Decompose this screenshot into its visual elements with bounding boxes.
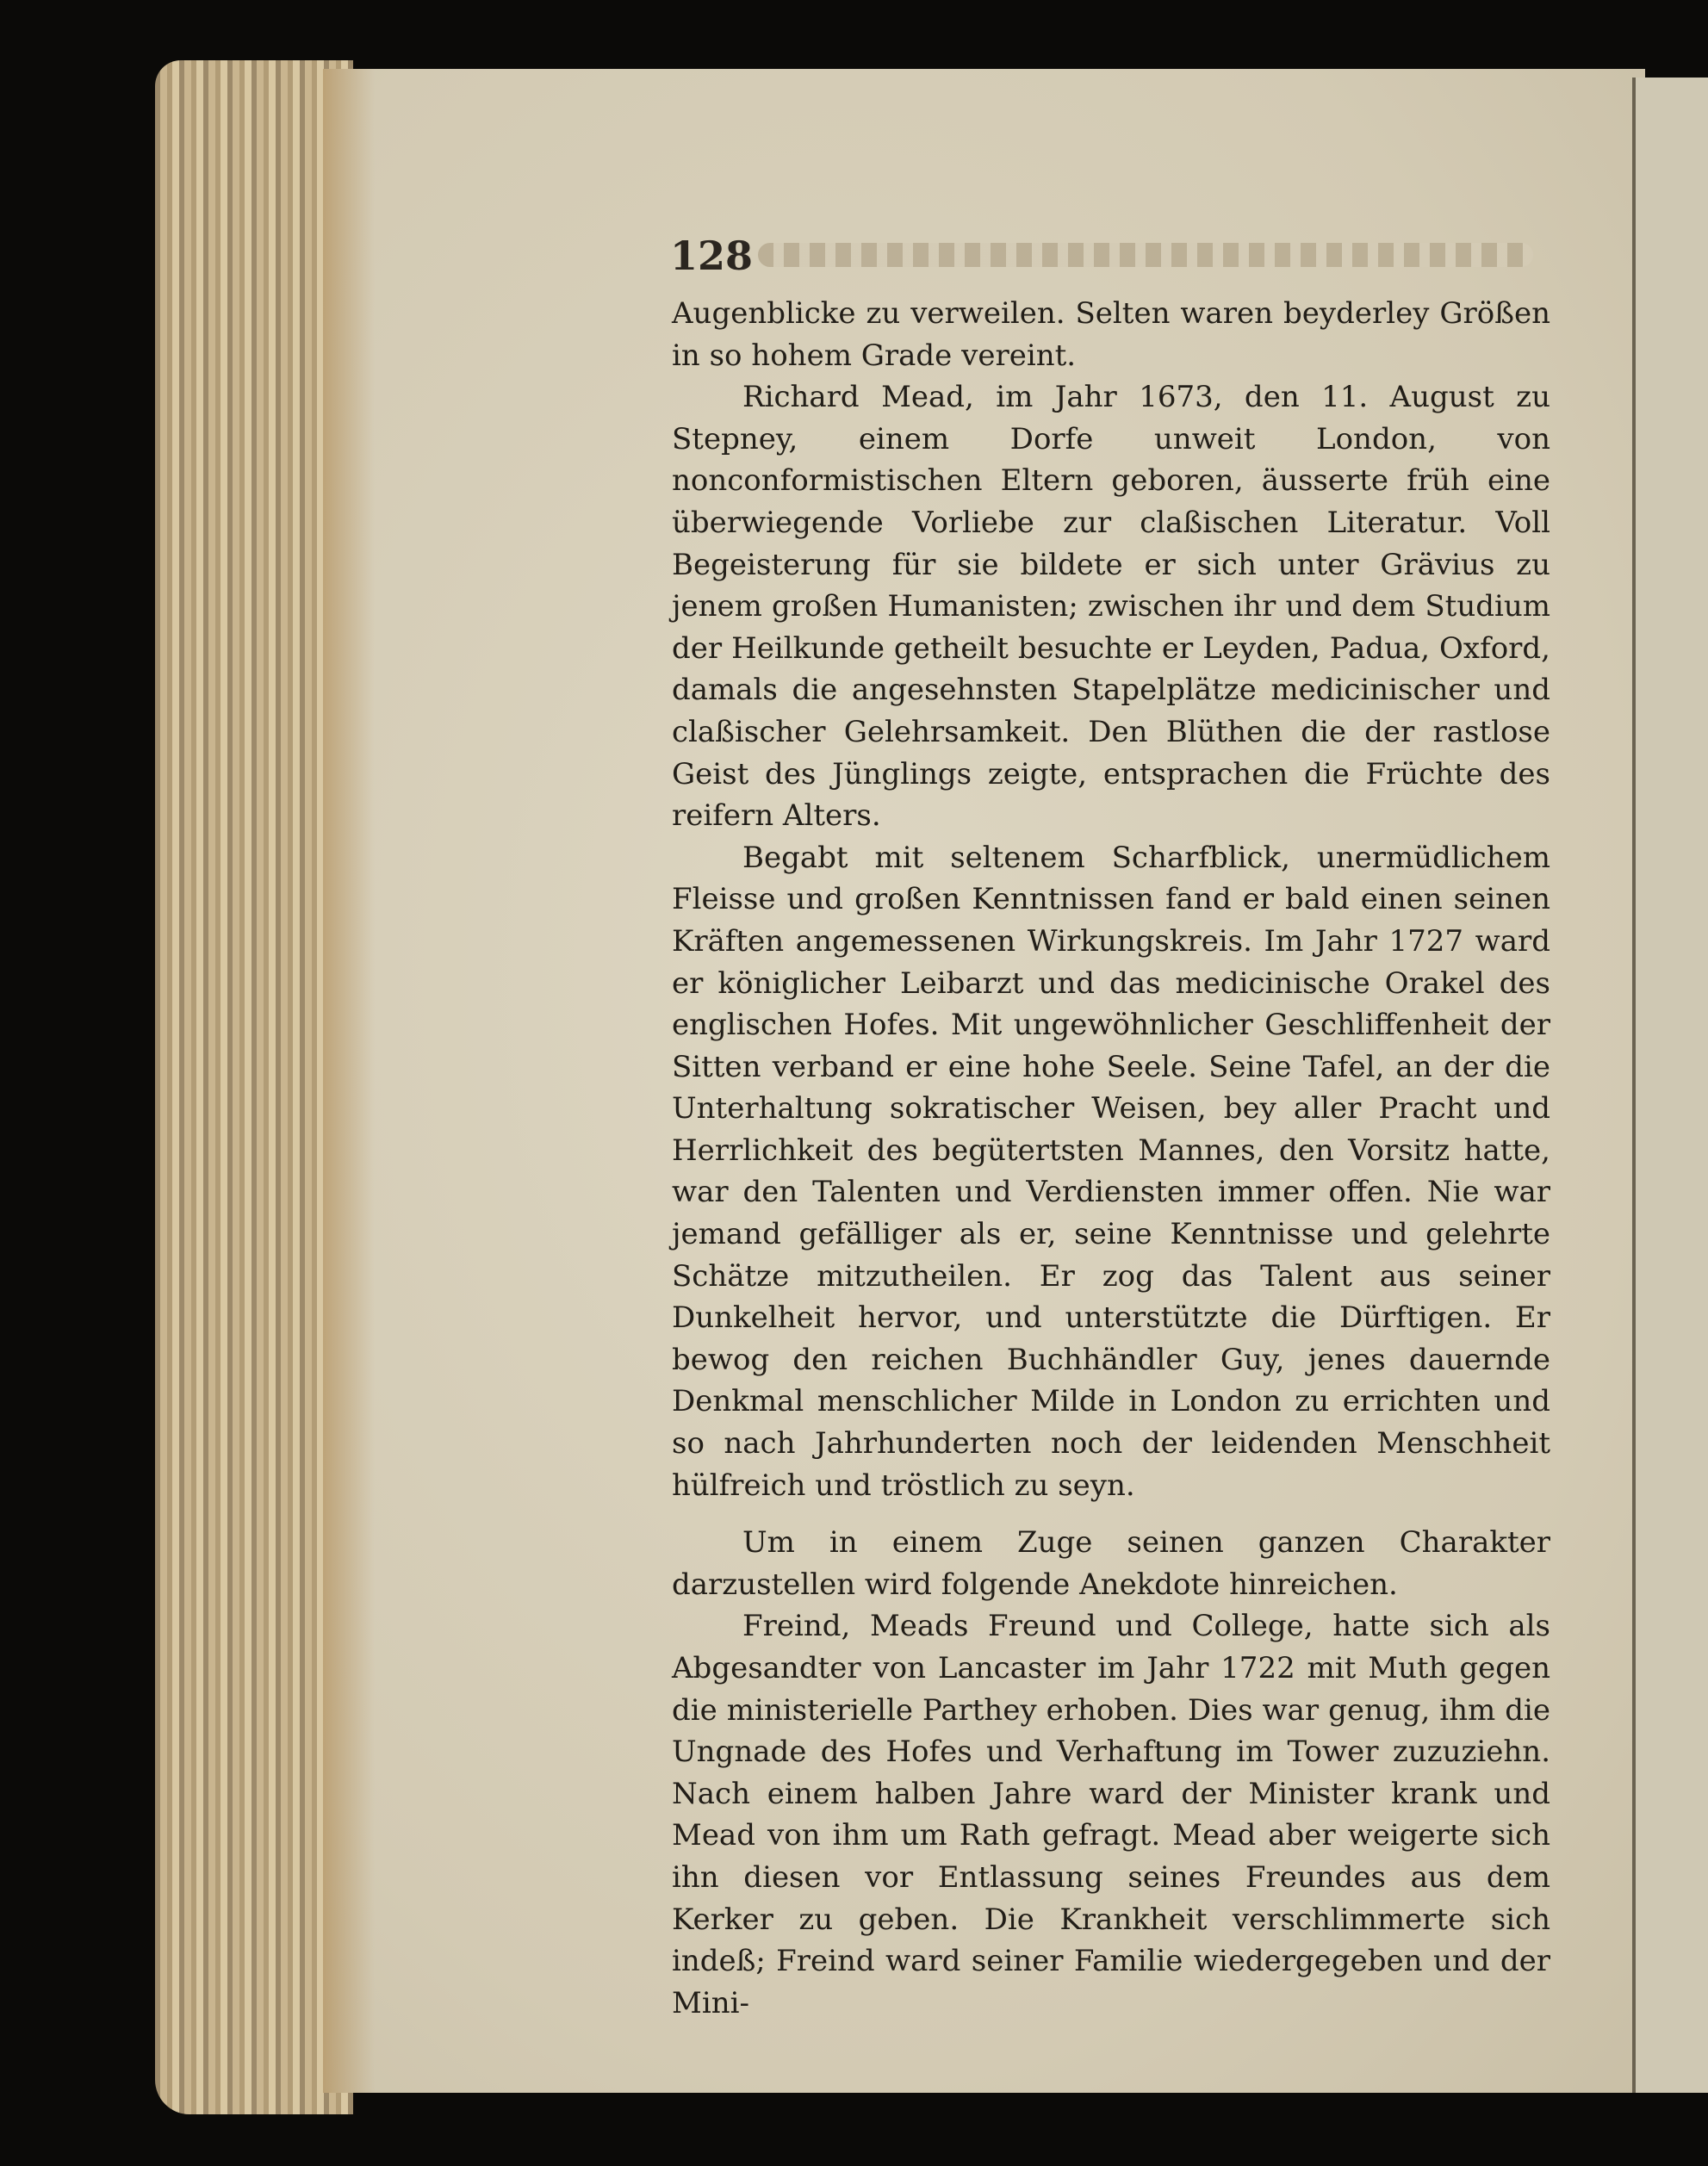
page-number: 128: [670, 233, 754, 279]
paragraph: Augenblicke zu verweilen. Selten waren beyderley Größen in so hohem Grade vereint.: [672, 296, 1550, 373]
paragraph: Freind, Meads Freund und College, hatte sich als Abgesandter von Lancaster im Jahr 1722 mit Muth gegen die ministerielle Parthey erhoben. Dies war genug, ihm die Ungnade des Hofes und Verhaftung im Tower zuzuziehn. Nach einem halben Jahre ward der Minister krank und Mead von ihm um Rath gefragt. Mead aber weigerte sich ihn diesen vor Entlassung seines Freundes aus dem Kerker zu geben. Die Krankheit verschlimmerte sich indeß; Freind ward seiner Familie wiedergegeben und der Mini-: [672, 1609, 1550, 2020]
body-text: [672, 293, 1550, 2024]
paragraph: Begabt mit seltenem Scharfblick, unermüdlichem Fleisse und großen Kenntnissen fand er bald einen seinen Kräften angemessenen Wirkungskreis. Im Jahr 1727 ward er königlicher Leibarzt und das medicinische Orakel des englischen Hofes. Mit ungewöhnlicher Geschliffenheit der Sitten verband er eine hohe Seele. Seine Tafel, an der die Unterhaltung sokratischer Weisen, bey aller Pracht und Herrlichkeit des begütertsten Mannes, den Vorsitz hatte, war den Talenten und Verdiensten immer offen. Nie war jemand gefälliger als er, seine Kenntnisse und gelehrte Schätze mitzutheilen. Er zog das Talent aus seiner Dunkelheit hervor, und unterstützte die Dürftigen. Er bewog den reichen Buchhändler Guy, jenes dauernde Denkmal menschlicher Milde in London zu errichten und so nach Jahrhunderten noch der leidenden Menschheit hülfreich und tröstlich zu seyn.: [672, 840, 1550, 1503]
header-ornament: [758, 243, 1533, 267]
next-page-edge: [1632, 78, 1708, 2093]
paragraph: Um in einem Zuge seinen ganzen Charakter darzustellen wird folgende Anekdote hinreichen.: [672, 1525, 1550, 1602]
paragraph: Richard Mead, im Jahr 1673, den 11. August zu Stepney, einem Dorfe unweit London, von nonconformistischen Eltern geboren, äusserte früh eine überwiegende Vorliebe zur claßischen Literatur. Voll Begeisterung für sie bildete er sich unter Grävius zu jenem großen Humanisten; zwischen ihr und dem Studium der Heilkunde getheilt besuchte er Leyden, Padua, Oxford, damals die angesehnsten Stapelplätze medicinischer und claßischer Gelehrsamkeit. Den Blüthen die der rastlose Geist des Jünglings zeigte, entsprachen die Früchte des reifern Alters.: [672, 380, 1550, 834]
page-stain: [323, 69, 375, 2093]
